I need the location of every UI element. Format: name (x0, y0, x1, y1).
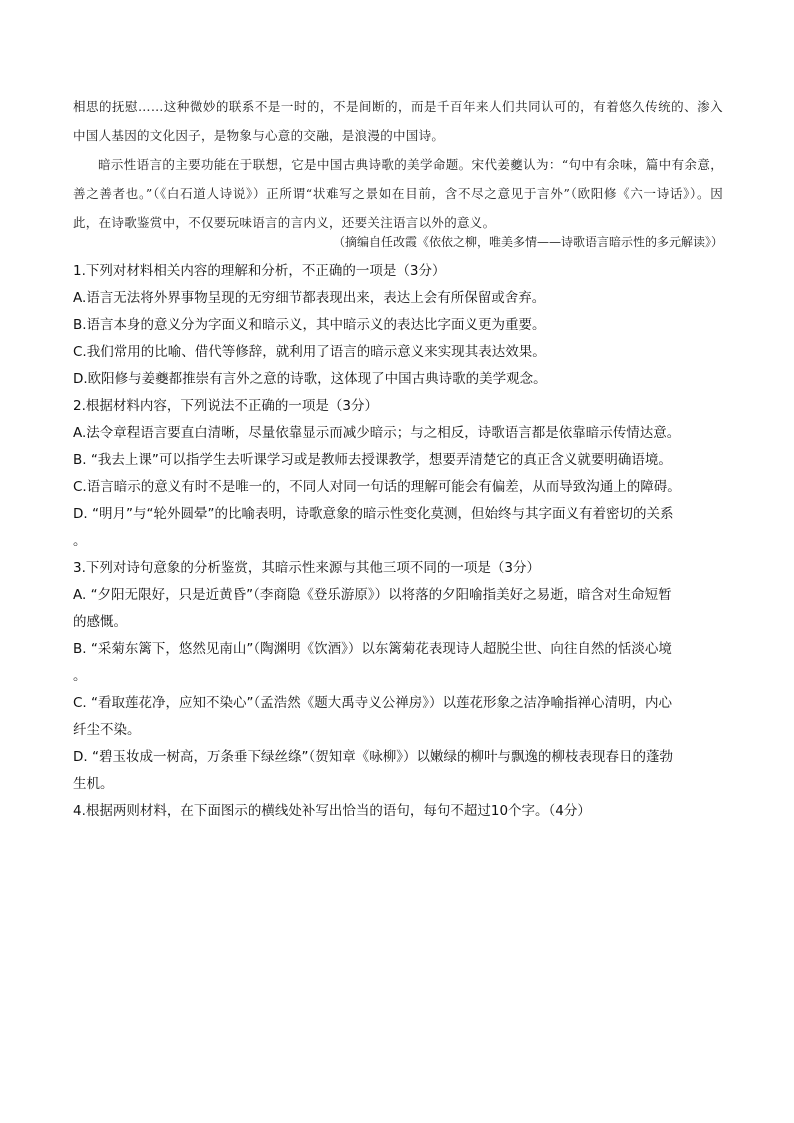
question-2 (73, 393, 723, 555)
question-2-option-a: A.法令章程语言要直白清晰，尽量依靠显示而减少暗示；与之相反，诗歌语言都是依靠暗示传情达意。 (73, 425, 681, 441)
question-3-option-c: C. “看取莲花净，应知不染心”（孟浩然《题大禹寺义公禅房》）以莲花形象之洁净喻指禅心清明，内心 (73, 695, 672, 711)
question-4-stem: 4.根据两则材料，在下面图示的横线处补写出恰当的语句，每句不超过10个字。（4分） (73, 803, 591, 819)
question-3-option-c-cont: 纤尘不染。 (73, 722, 141, 738)
question-1 (73, 258, 723, 393)
question-3 (73, 555, 723, 798)
question-3-option-a: A. “夕阳无限好，只是近黄昏”（李商隐《登乐游原》）以将落的夕阳喻指美好之易逝，暗含对生命短暂 (73, 587, 672, 603)
question-2-stem: 2.根据材料内容，下列说法不正确的一项是（3分） (73, 398, 378, 414)
question-3-option-d: D. “碧玉妆成一树高，万条垂下绿丝绦”（贺知章《咏柳》）以嫩绿的柳叶与飘逸的柳枝表现春日的蓬勃 (73, 749, 673, 765)
question-1-option-a: A.语言无法将外界事物呈现的无穷细节都表现出来，表达上会有所保留或舍弃。 (73, 290, 546, 306)
question-1-option-c: C.我们常用的比喻、借代等修辞，就利用了语言的暗示意义来实现其表达效果。 (73, 344, 546, 360)
question-3-option-b-cont: 。 (73, 668, 87, 684)
question-1-option-d: D.欧阳修与姜夔都推崇有言外之意的诗歌，这体现了中国古典诗歌的美学观念。 (73, 371, 547, 387)
question-1-option-b: B.语言本身的意义分为字面义和暗示义，其中暗示义的表达比字面义更为重要。 (73, 317, 546, 333)
question-3-stem: 3.下列对诗句意象的分析鉴赏，其暗示性来源与其他三项不同的一项是（3分） (73, 560, 540, 576)
question-4 (73, 798, 723, 825)
passage-source: （摘编自任改霞《依依之柳，唯美多情——诗歌语言暗示性的多元解读》） (332, 235, 723, 249)
question-3-option-b: B. “采菊东篱下，悠然见南山”（陶渊明《饮酒》）以东篱菊花表现诗人超脱尘世、向往自然的恬淡心境 (73, 641, 672, 657)
passage-paragraph-1: 相思的抚慰……这种微妙的联系不是一时的，不是间断的，而是千百年来人们共同认可的，有着悠久传统的、渗入中国人基因的文化因子，是物象与心意的交融，是浪漫的中国诗。 (73, 99, 723, 143)
question-2-option-d: D. “明月”与“轮外圆晕”的比喻表明，诗歌意象的暗示性变化莫测，但始终与其字面义有着密切的关系 (73, 506, 674, 522)
question-2-option-c: C.语言暗示的意义有时不是唯一的，不同人对同一句话的理解可能会有偏差，从而导致沟通上的障碍。 (73, 479, 681, 495)
question-1-stem: 1.下列对材料相关内容的理解和分析，不正确的一项是（3分） (73, 263, 446, 279)
question-section (73, 258, 723, 825)
question-3-option-d-cont: 生机。 (73, 776, 114, 792)
question-3-option-a-cont: 的感慨。 (73, 614, 127, 630)
reading-passage (73, 92, 723, 237)
question-2-option-d-tail: 。 (73, 533, 87, 549)
question-2-option-b: B. “我去上课”可以指学生去听课学习或是教师去授课教学，想要弄清楚它的真正含义就要明确语境。 (73, 452, 672, 468)
passage-paragraph-2: 暗示性语言的主要功能在于联想，它是中国古典诗歌的美学命题。宋代姜夔认为：“句中有余味，篇中有余意，善之善者也。”（《白石道人诗说》）正所谓“状难写之景如在目前，含不尽之意见于言外”（欧阳修《六一诗话》）。因此，在诗歌鉴赏中，不仅要玩味语言的言内义，还要关注语言以外的意义。 (73, 157, 723, 230)
